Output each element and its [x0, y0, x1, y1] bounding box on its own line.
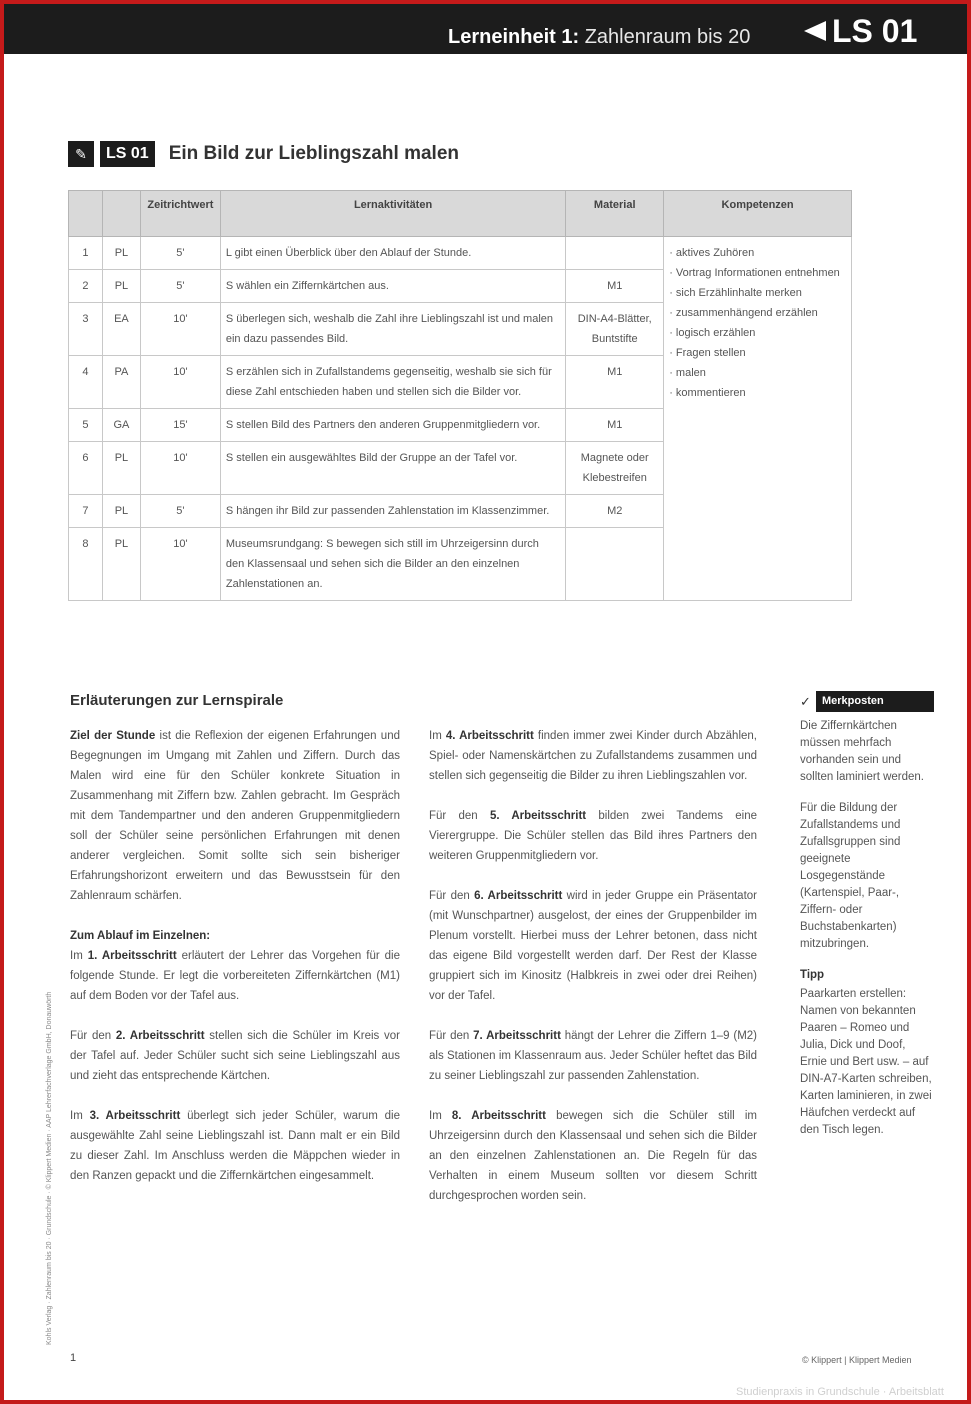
- row-material: M1: [566, 356, 664, 409]
- ls-badge: LS 01: [832, 12, 918, 49]
- sidebar-notes: [800, 691, 934, 1153]
- list-item: · kommentieren: [669, 383, 846, 403]
- section-heading: [68, 141, 459, 167]
- row-sozialform: GA: [102, 409, 140, 442]
- col-header-material: Material: [566, 191, 664, 237]
- row-sozialform: PL: [102, 270, 140, 303]
- row-num: 1: [69, 237, 103, 270]
- row-sozialform: PL: [102, 442, 140, 495]
- row-sozialform: PL: [102, 237, 140, 270]
- list-item: · Vortrag Informationen entnehmen: [669, 263, 846, 283]
- row-zeit: 5': [140, 270, 220, 303]
- row-aktivitaet: S hängen ihr Bild zur passenden Zahlenstation im Klassenzimmer.: [220, 495, 565, 528]
- pencil-icon: ✎: [68, 141, 94, 167]
- goal-paragraph: Ziel der Stunde ist die Reflexion der eigenen Erfahrungen und Begegnungen im Umgang mit Zahlen und Ziffern. Durch das Malen wird eine für den Schüler konkrete Situation in Zusammenhang mit Ziffern bzw. Zahlen gebracht. Im Gespräch mit dem Tandempartner und den anderen Gruppenmitgliedern soll der Schüler seine persönlichen Erfahrungen mit denen anderer vergleichen. Somit sollte sich sein bisheriger Erfahrungshorizont erweitern und das Bewusstsein für den Zahlenraum schärfen.: [70, 730, 400, 902]
- row-sozialform: EA: [102, 303, 140, 356]
- row-material: DIN-A4-Blätter, Buntstifte: [566, 303, 664, 356]
- step-3-paragraph: Im 3. Arbeitsschritt überlegt sich jeder Schüler, warum die ausgewählte Zahl seine Lieblingszahl ist. Dann malt er ein Bild zu dieser Zahl. Im Anschluss werden die Mäppchen wieder in den Ranzen gepackt und die Ziffernkärtchen eingesammelt.: [70, 1110, 400, 1182]
- row-zeit: 5': [140, 495, 220, 528]
- row-num: 7: [69, 495, 103, 528]
- table-row: [69, 237, 852, 270]
- row-sozialform: PL: [102, 495, 140, 528]
- row-sozialform: PA: [102, 356, 140, 409]
- row-material: M2: [566, 495, 664, 528]
- list-item: · malen: [669, 363, 846, 383]
- row-sozialform: PL: [102, 528, 140, 601]
- flag-icon: [804, 21, 826, 41]
- row-aktivitaet: S erzählen sich in Zufallstandems gegenseitig, weshalb sie sich für diese Zahl entschieden haben und stellen sich die Bilder vor.: [220, 356, 565, 409]
- list-item: · zusammenhängend erzählen: [669, 303, 846, 323]
- explanations-column-right: [429, 726, 757, 1226]
- ls-logo: [804, 14, 917, 48]
- row-num: 6: [69, 442, 103, 495]
- col-header-kompetenzen: Kompetenzen: [664, 191, 852, 237]
- section-title: Ein Bild zur Lieblingszahl malen: [168, 143, 460, 164]
- row-material: M1: [566, 409, 664, 442]
- row-material: [566, 528, 664, 601]
- row-aktivitaet: Museumsrundgang: S bewegen sich still im Uhrzeigersinn durch den Klassensaal und sehen sich die Bilder an den einzelnen Zahlenstationen an.: [220, 528, 565, 601]
- row-num: 2: [69, 270, 103, 303]
- watermark: Studienpraxis in Grundschule · Arbeitsblatt: [736, 1386, 944, 1398]
- list-item: · aktives Zuhören: [669, 243, 846, 263]
- row-num: 5: [69, 409, 103, 442]
- step-1-paragraph: Zum Ablauf im Einzelnen: Im 1. Arbeitsschritt erläutert der Lehrer das Vorgehen für die folgende Stunde. Er legt die vorbereiteten Ziffernkärtchen (M1) auf dem Boden vor der Tafel aus.: [70, 926, 400, 1006]
- step-2-paragraph: Für den 2. Arbeitsschritt stellen sich die Schüler im Kreis vor der Tafel auf. Jeder Schüler sucht sich seine Lieblingszahl aus und zieht das entsprechende Kärtchen.: [70, 1030, 400, 1082]
- row-aktivitaet: S überlegen sich, weshalb die Zahl ihre Lieblingszahl ist und malen ein dazu passendes Bild.: [220, 303, 565, 356]
- row-material: [566, 237, 664, 270]
- merkposten-text-1: Die Ziffernkärtchen müssen mehrfach vorhanden sein und sollten laminiert werden.: [800, 720, 925, 783]
- explanations-title: Erläuterungen zur Lernspirale: [70, 692, 284, 709]
- step-7-paragraph: Für den 7. Arbeitsschritt hängt der Lehrer die Ziffern 1–9 (M2) als Stationen im Klassenraum aus. Jeder Schüler heftet das Bild zu seiner Lieblingszahl zur passenden Zahlenstation.: [429, 1030, 757, 1082]
- merkposten-header: [800, 691, 934, 712]
- tip-text: Paarkarten erstellen: Namen von bekannten Paaren – Romeo und Julia, Dick und Doof, Ernie und Bert usw. – auf DIN-A7-Karten schreiben, Karten laminieren, in zwei Häufchen verdeckt auf den Tisch legen.: [800, 988, 932, 1136]
- merkposten-title: Merkposten: [816, 691, 934, 712]
- col-header-sozialform: [102, 191, 140, 237]
- row-zeit: 10': [140, 303, 220, 356]
- lesson-plan-table: [68, 190, 852, 601]
- explanations-column-left: [70, 726, 400, 1206]
- step-4-paragraph: Im 4. Arbeitsschritt finden immer zwei Kinder durch Abzählen, Spiel- oder Namenskärtchen zu Zufallstandems zusammen und stellen sich gegenseitig die Bilder zu ihren Lieblingszahlen vor.: [429, 730, 757, 782]
- row-num: 4: [69, 356, 103, 409]
- side-copyright-note: Kohls Verlag · Zahlenraum bis 20 · Grundschule · © Klippert Medien · AAP Lehrerfachverlage GmbH, Donauwörth: [46, 991, 53, 1345]
- row-zeit: 10': [140, 442, 220, 495]
- col-header-lernaktivitaeten: Lernaktivitäten: [220, 191, 565, 237]
- list-item: · logisch erzählen: [669, 323, 846, 343]
- table-header-row: [69, 191, 852, 237]
- row-material: M1: [566, 270, 664, 303]
- procedure-subtitle: Zum Ablauf im Einzelnen:: [70, 930, 211, 942]
- row-zeit: 5': [140, 237, 220, 270]
- step-5-paragraph: Für den 5. Arbeitsschritt bilden zwei Tandems eine Vierergruppe. Die Schüler stellen das Bild ihres Partners den weiteren Gruppenmitgliedern vor.: [429, 810, 757, 862]
- page-number: 1: [70, 1352, 77, 1364]
- col-header-zeit: Zeitrichtwert: [140, 191, 220, 237]
- step-8-paragraph: Im 8. Arbeitsschritt bewegen sich die Schüler still im Uhrzeigersinn durch den Klassensaal und sehen sich die Bilder an den einzelnen Zahlenstationen an. Die Regeln für das Verhalten in einem Museum sollten vor diesem Schritt durchgesprochen worden sein.: [429, 1110, 757, 1202]
- row-aktivitaet: S wählen ein Ziffernkärtchen aus.: [220, 270, 565, 303]
- section-badge: LS 01: [100, 141, 155, 167]
- row-aktivitaet: L gibt einen Überblick über den Ablauf der Stunde.: [220, 237, 565, 270]
- row-material: Magnete oder Klebestreifen: [566, 442, 664, 495]
- row-zeit: 10': [140, 356, 220, 409]
- row-zeit: 15': [140, 409, 220, 442]
- top-header-bar: [4, 4, 967, 54]
- row-num: 3: [69, 303, 103, 356]
- publisher-logo: © Klippert | Klippert Medien: [802, 1355, 912, 1365]
- row-zeit: 10': [140, 528, 220, 601]
- merkposten-text-2: Für die Bildung der Zufallstandems und Zufallsgruppen sind geeignete Losgegenstände (Kartenspiel, Paar-, Ziffern- oder Buchstabenkarten) mitzubringen.: [800, 802, 901, 950]
- checkmark-icon: ✓: [800, 693, 811, 709]
- row-aktivitaet: S stellen ein ausgewähltes Bild der Gruppe an der Tafel vor.: [220, 442, 565, 495]
- step-6-paragraph: Für den 6. Arbeitsschritt wird in jeder Gruppe ein Präsentator (mit Wunschpartner) ausgelost, der eines der Gruppenbilder im Plenum vorstellt. Hierbei muss der Lehrer betonen, dass nicht das eigene Bild vorgestellt werden darf. Der Rest der Klasse gruppiert sich im Kinositz (Halbkreis in zwei oder drei Reihen) vor der Tafel.: [429, 890, 757, 1002]
- unit-title: Lerneinheit 1: Zahlenraum bis 20: [448, 26, 751, 48]
- row-num: 8: [69, 528, 103, 601]
- tip-title: Tipp: [800, 969, 825, 981]
- list-item: · Fragen stellen: [669, 343, 846, 363]
- kompetenzen-list: [669, 243, 846, 403]
- list-item: · sich Erzählinhalte merken: [669, 283, 846, 303]
- kompetenzen-cell: [664, 237, 852, 601]
- row-aktivitaet: S stellen Bild des Partners den anderen Gruppenmitgliedern vor.: [220, 409, 565, 442]
- col-header-num: [69, 191, 103, 237]
